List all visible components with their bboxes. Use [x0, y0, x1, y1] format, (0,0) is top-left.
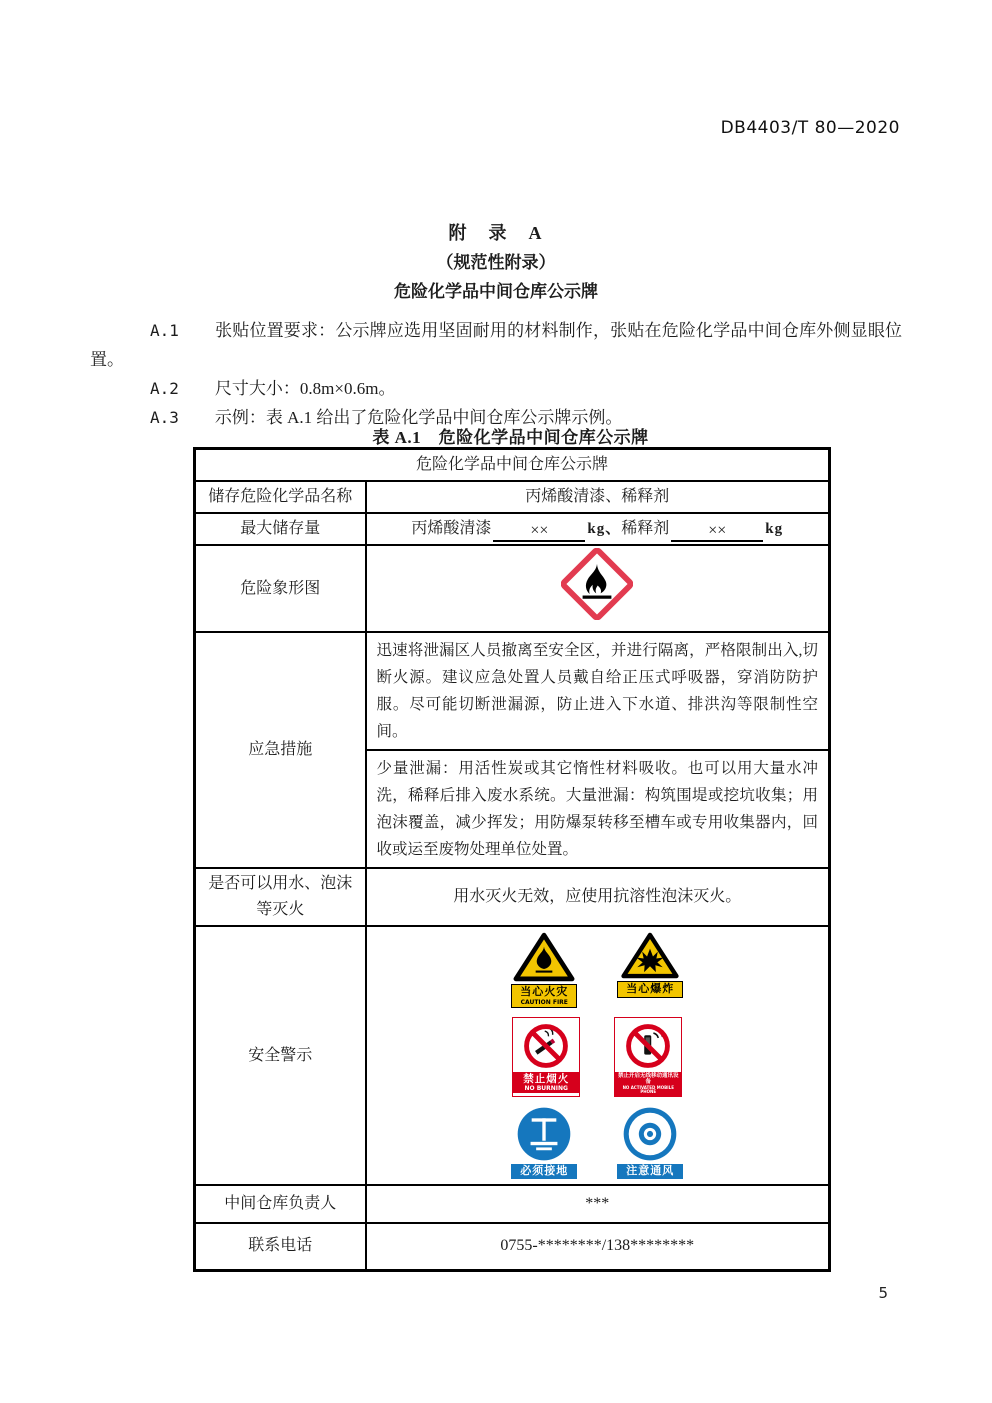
max-storage-value: [366, 513, 830, 545]
clause-a3-number: A.3: [150, 408, 179, 427]
no-burning-band: [513, 1072, 579, 1093]
caution-explosion-icon: [619, 932, 681, 979]
page-number: 5: [878, 1284, 888, 1302]
clause-a1-number: A.1: [150, 321, 179, 340]
no-burning-sign: [512, 1017, 580, 1097]
max-storage-label: 最大储存量: [195, 513, 366, 545]
caution-fire-sign: [508, 932, 580, 1008]
clauses-block: [90, 316, 902, 432]
max-storage-unit1: kg、: [587, 521, 622, 537]
attention-ventilation-icon: [622, 1106, 678, 1162]
ghs-flame-pictogram-icon: [561, 548, 633, 620]
no-burning-sublabel: NO BURNING: [524, 1085, 568, 1093]
manager-value: ***: [366, 1185, 830, 1223]
emergency-label: 应急措施: [195, 632, 366, 868]
clause-a2-text: 尺寸大小：0.8m×0.6m。: [214, 379, 396, 398]
signs-row-2: [512, 1017, 682, 1097]
caution-fire-band: [511, 984, 577, 1008]
no-mobile-phone-icon: [621, 1021, 675, 1071]
max-storage-item1: 丙烯酸清漆: [411, 520, 492, 537]
max-storage-blank1: ××: [493, 522, 585, 542]
appendix-subtitle: （规范性附录）: [436, 253, 556, 272]
safety-warning-cell: [366, 926, 830, 1185]
must-connect-ground-label: 必须接地: [520, 1164, 569, 1178]
caution-explosion-band: [617, 981, 683, 998]
caution-fire-icon: [511, 932, 577, 982]
safety-signs-grid: [375, 930, 821, 1181]
caution-fire-label: 当心火灾: [520, 985, 569, 999]
clause-a2: [90, 374, 902, 403]
phone-value: 0755-********/138********: [366, 1223, 830, 1270]
no-mobile-phone-label: 禁止开启无线移动通讯设备: [617, 1072, 679, 1086]
extinguish-label: 是否可以用水、泡沫等灭火: [195, 868, 366, 926]
appendix-title-block: [0, 219, 992, 306]
max-storage-item2: 稀释剂: [621, 520, 670, 537]
emergency-paragraph-1: 迅速将泄漏区人员撤离至安全区，并进行隔离，严格限制出入,切断火源。建议应急处置人员戴自给正压式呼吸器，穿消防防护服。尽可能切断泄漏源，防止进入下水道、排洪沟等限制性空间。: [366, 632, 830, 750]
table-title-row: 危险化学品中间仓库公示牌: [195, 449, 830, 482]
pictogram-label: 危险象形图: [195, 545, 366, 632]
emergency-paragraph-2: 少量泄漏：用活性炭或其它惰性材料吸收。也可以用大量水冲洗，稀释后排入废水系统。大量泄漏：构筑围堤或挖坑收集；用泡沫覆盖，减少挥发；用防爆泵转移至槽车或专用收集器内，回收或运至废物处理单位处置。: [366, 750, 830, 868]
attention-ventilation-sign: [614, 1106, 686, 1179]
signs-row-1: [508, 932, 686, 1008]
clause-a1-text: 张贴位置要求：公示牌应选用坚固耐用的材料制作，张贴在危险化学品中间仓库外侧显眼位置。: [90, 321, 902, 369]
no-burning-icon: [519, 1021, 573, 1071]
appendix-heading: 危险化学品中间仓库公示牌: [394, 282, 598, 301]
must-connect-ground-icon: [516, 1106, 572, 1162]
must-connect-ground-band: [511, 1164, 577, 1179]
no-mobile-phone-sign: [614, 1017, 682, 1097]
storage-name-label: 储存危险化学品名称: [195, 481, 366, 513]
notice-board-table: [193, 447, 831, 1272]
manager-label: 中间仓库负责人: [195, 1185, 366, 1223]
storage-name-value: 丙烯酸清漆、稀释剂: [366, 481, 830, 513]
clause-a2-number: A.2: [150, 379, 179, 398]
table-caption: 表 A.1 危险化学品中间仓库公示牌: [372, 428, 649, 447]
attention-ventilation-label: 注意通风: [626, 1164, 675, 1178]
extinguish-value: 用水灭火无效，应使用抗溶性泡沫灭火。: [366, 868, 830, 926]
no-burning-label: 禁止烟火: [523, 1072, 570, 1085]
pictogram-cell: [366, 545, 830, 632]
appendix-title: 附 录 A: [448, 223, 544, 243]
caution-explosion-sign: [614, 932, 686, 1008]
clause-a1: [90, 316, 902, 374]
max-storage-blank2: ××: [671, 522, 763, 542]
standard-number: DB4403/T 80—2020: [720, 118, 900, 138]
clause-a3-text: 示例：表 A.1 给出了危险化学品中间仓库公示牌示例。: [214, 408, 623, 427]
no-mobile-phone-sublabel: NO ACTIVATED MOBILE PHONE: [622, 1084, 674, 1095]
phone-label: 联系电话: [195, 1223, 366, 1270]
caution-fire-sublabel: CAUTION FIRE: [520, 998, 568, 1006]
attention-ventilation-band: [617, 1164, 683, 1179]
no-mobile-phone-band: [615, 1072, 681, 1096]
caution-explosion-label: 当心爆炸: [626, 982, 675, 996]
signs-row-3: [508, 1106, 686, 1179]
max-storage-unit2: kg: [765, 521, 784, 537]
must-connect-ground-sign: [508, 1106, 580, 1179]
safety-warning-label: 安全警示: [195, 926, 366, 1185]
